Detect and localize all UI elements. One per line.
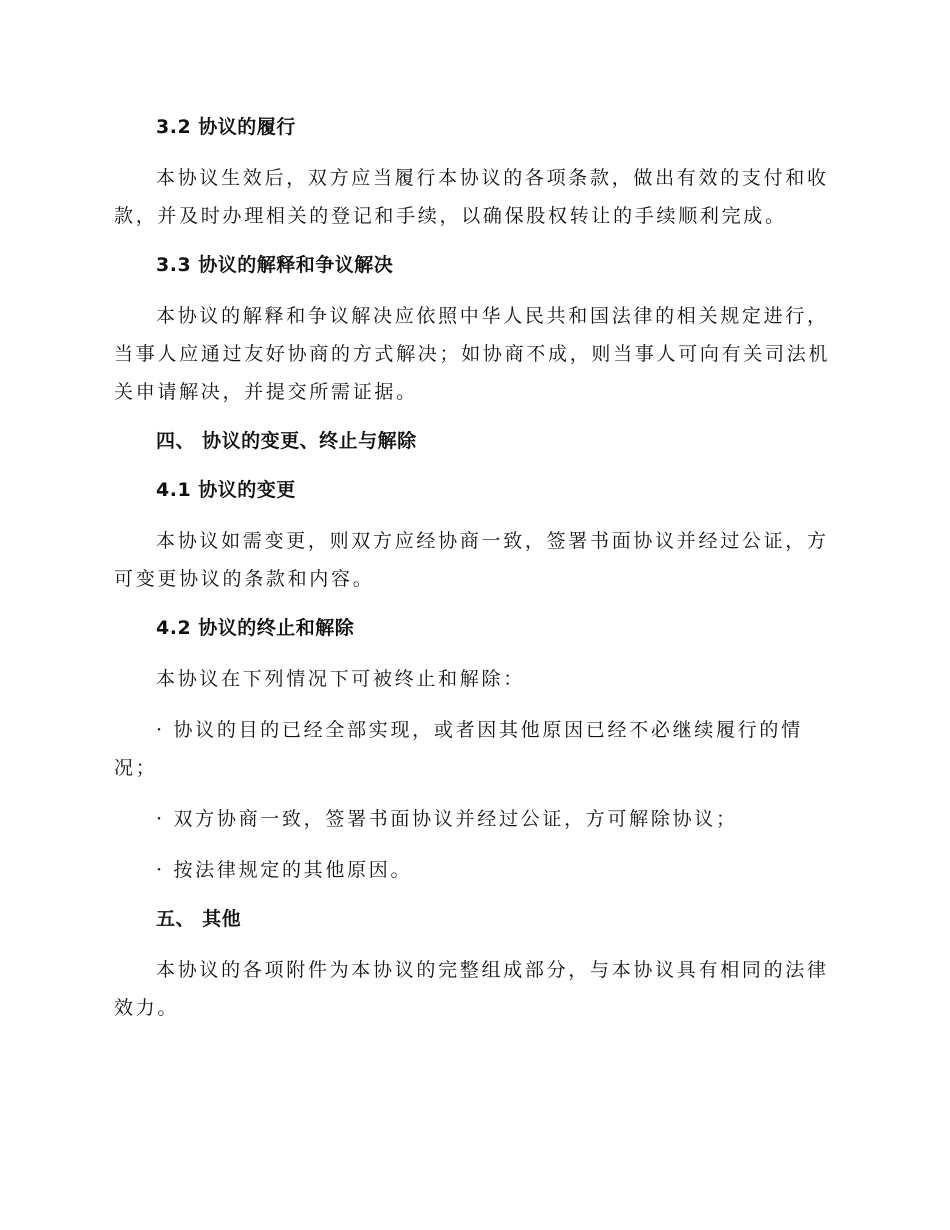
paragraph-3-2: 本协议生效后，双方应当履行本协议的各项条款，做出有效的支付和收款，并及时办理相关的登记和手续，以确保股权转让的手续顺利完成。 <box>114 167 829 227</box>
paragraph-4-1: 本协议如需变更，则双方应经协商一致，签署书面协议并经过公证，方可变更协议的条款和内容。 <box>114 530 829 590</box>
bullet-item-1: · 协议的目的已经全部实现，或者因其他原因已经不必继续履行的情况； <box>114 719 803 779</box>
paragraph-4-2-intro: 本协议在下列情况下可被终止和解除： <box>156 668 525 690</box>
bullet-item-3: · 按法律规定的其他原因。 <box>156 859 413 881</box>
paragraph-3-3: 本协议的解释和争议解决应依照中华人民共和国法律的相关规定进行，当事人应通过友好协商的方式解决；如协商不成，则当事人可向有关司法机关申请解决，并提交所需证据。 <box>114 305 831 403</box>
section-heading-4-2: 4.2 协议的终止和解除 <box>156 617 355 639</box>
section-heading-4-1: 4.1 协议的变更 <box>156 479 296 501</box>
document-body <box>114 110 834 1040</box>
chapter-heading-4: 四、 协议的变更、终止与解除 <box>156 430 417 452</box>
bullet-item-2: · 双方协商一致，签署书面协议并经过公证，方可解除协议； <box>156 808 738 830</box>
section-heading-3-3: 3.3 协议的解释和争议解决 <box>156 254 394 276</box>
section-heading-3-2: 3.2 协议的履行 <box>156 116 296 138</box>
chapter-heading-5: 五、 其他 <box>156 908 242 930</box>
paragraph-5: 本协议的各项附件为本协议的完整组成部分，与本协议具有相同的法律效力。 <box>114 959 829 1019</box>
